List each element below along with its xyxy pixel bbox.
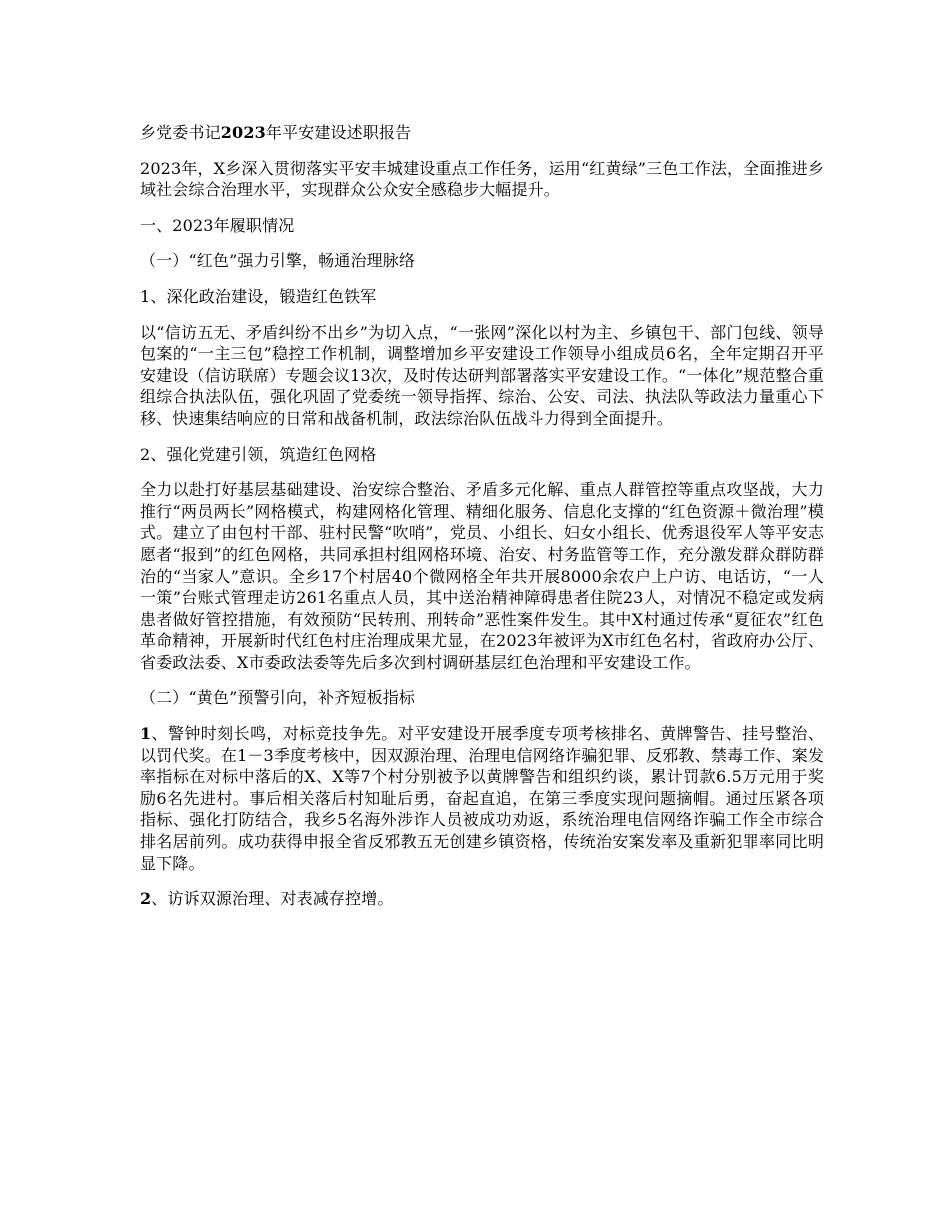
item-body-alarm: 、警钟时刻长鸣，对标竞技争先。对平安建设开展季度专项考核排名、黄牌警告、挂号整治、以罚代奖。在1－3季度考核中，因双源治理、治理电信网络诈骗犯罪、反邪教、禁毒工作、案发率指标在对标中落后的X、X等7个村分别被予以黄牌警告和组织约谈，累计罚款6.5万元用于奖励6名先进村。事后相关落后村知耻后勇，奋起直追，在第三季度实现问题摘帽。通过压紧各项指标、强化打防结合，我乡5名海外涉诈人员被成功劝返，系统治理电信网络诈骗工作全市综合排名居前列。成功获得申报全省反邪教五无创建乡镇资格，传统治安案发率及重新犯罪率同比明显下降。 — [140, 724, 824, 873]
item-paragraph-petition — [140, 888, 824, 910]
item-body-petition: 、访诉双源治理、对表减存控增。 — [151, 889, 394, 909]
intro-paragraph: 2023年，X乡深入贯彻落实平安丰城建设重点工作任务，运用“红黄绿”三色工作法，全面推进乡域社会综合治理水平，实现群众公众安全感稳步大幅提升。 — [140, 158, 824, 200]
document-page — [140, 122, 824, 924]
item-number-2: 2 — [140, 889, 152, 909]
title-year: 2023 — [220, 123, 266, 142]
item-body-political-building: 以“信访五无、矛盾纠纷不出乡”为切入点，“一张网”深化以村为主、乡镇包干、部门包线、领导包案的“一主三包”稳控工作机制，调整增加乡平安建设工作领导小组成员6名，全年定期召开平安建设（信访联席）专题会议13次，及时传达研判部署落实平安建设工作。“一体化”规范整合重组综合执法队伍，强化巩固了党委统一领导指挥、综治、公安、司法、执法队等政法力量重心下移、快速集结响应的日常和战备机制，政法综治队伍战斗力得到全面提升。 — [140, 322, 824, 428]
subsection-heading-red: （一）“红色”强力引擎，畅通治理脉络 — [140, 251, 416, 271]
title-part-2: 年平安建设述职报告 — [265, 123, 412, 142]
title-part-1: 乡党委书记 — [140, 123, 221, 142]
section-heading-1: 一、2023年履职情况 — [140, 215, 295, 235]
subsection-heading-yellow: （二）“黄色”预警引向，补齐短板指标 — [140, 688, 416, 708]
item-paragraph-alarm — [140, 723, 824, 874]
item-heading-party-building: 2、强化党建引领，筑造红色网格 — [140, 444, 377, 464]
item-heading-political-building: 1、深化政治建设，锻造红色铁军 — [140, 286, 377, 306]
item-body-party-building: 全力以赴打好基层基础建设、治安综合整治、矛盾多元化解、重点人群管控等重点攻坚战，大力推行“两员两长”网格模式，构建网格化管理、精细化服务、信息化支撑的“红色资源＋微治理”模式。建立了由包村干部、驻村民警“吹哨”，党员、小组长、妇女小组长、优秀退役军人等平安志愿者“报到”的红色网格，共同承担村组网格环境、治安、村务监管等工作，充分激发群众群防群治的“当家人”意识。全乡17个村居40个微网格全年共开展8000余农户上户访、电话访，“一人一策”台账式管理走访261名重点人员，其中送治精神障碍患者住院23人，对情况不稳定或发病患者做好管控措施，有效预防“民转刑、刑转命”恶性案件发生。其中X村通过传承“夏征农”红色革命精神，开展新时代红色村庄治理成果尤显，在2023年被评为X市红色名村，省政府办公厅、省委政法委、X市委政法委等先后多次到村调研基层红色治理和平安建设工作。 — [140, 480, 824, 672]
document-title — [140, 122, 824, 144]
item-number-1: 1 — [140, 724, 152, 744]
